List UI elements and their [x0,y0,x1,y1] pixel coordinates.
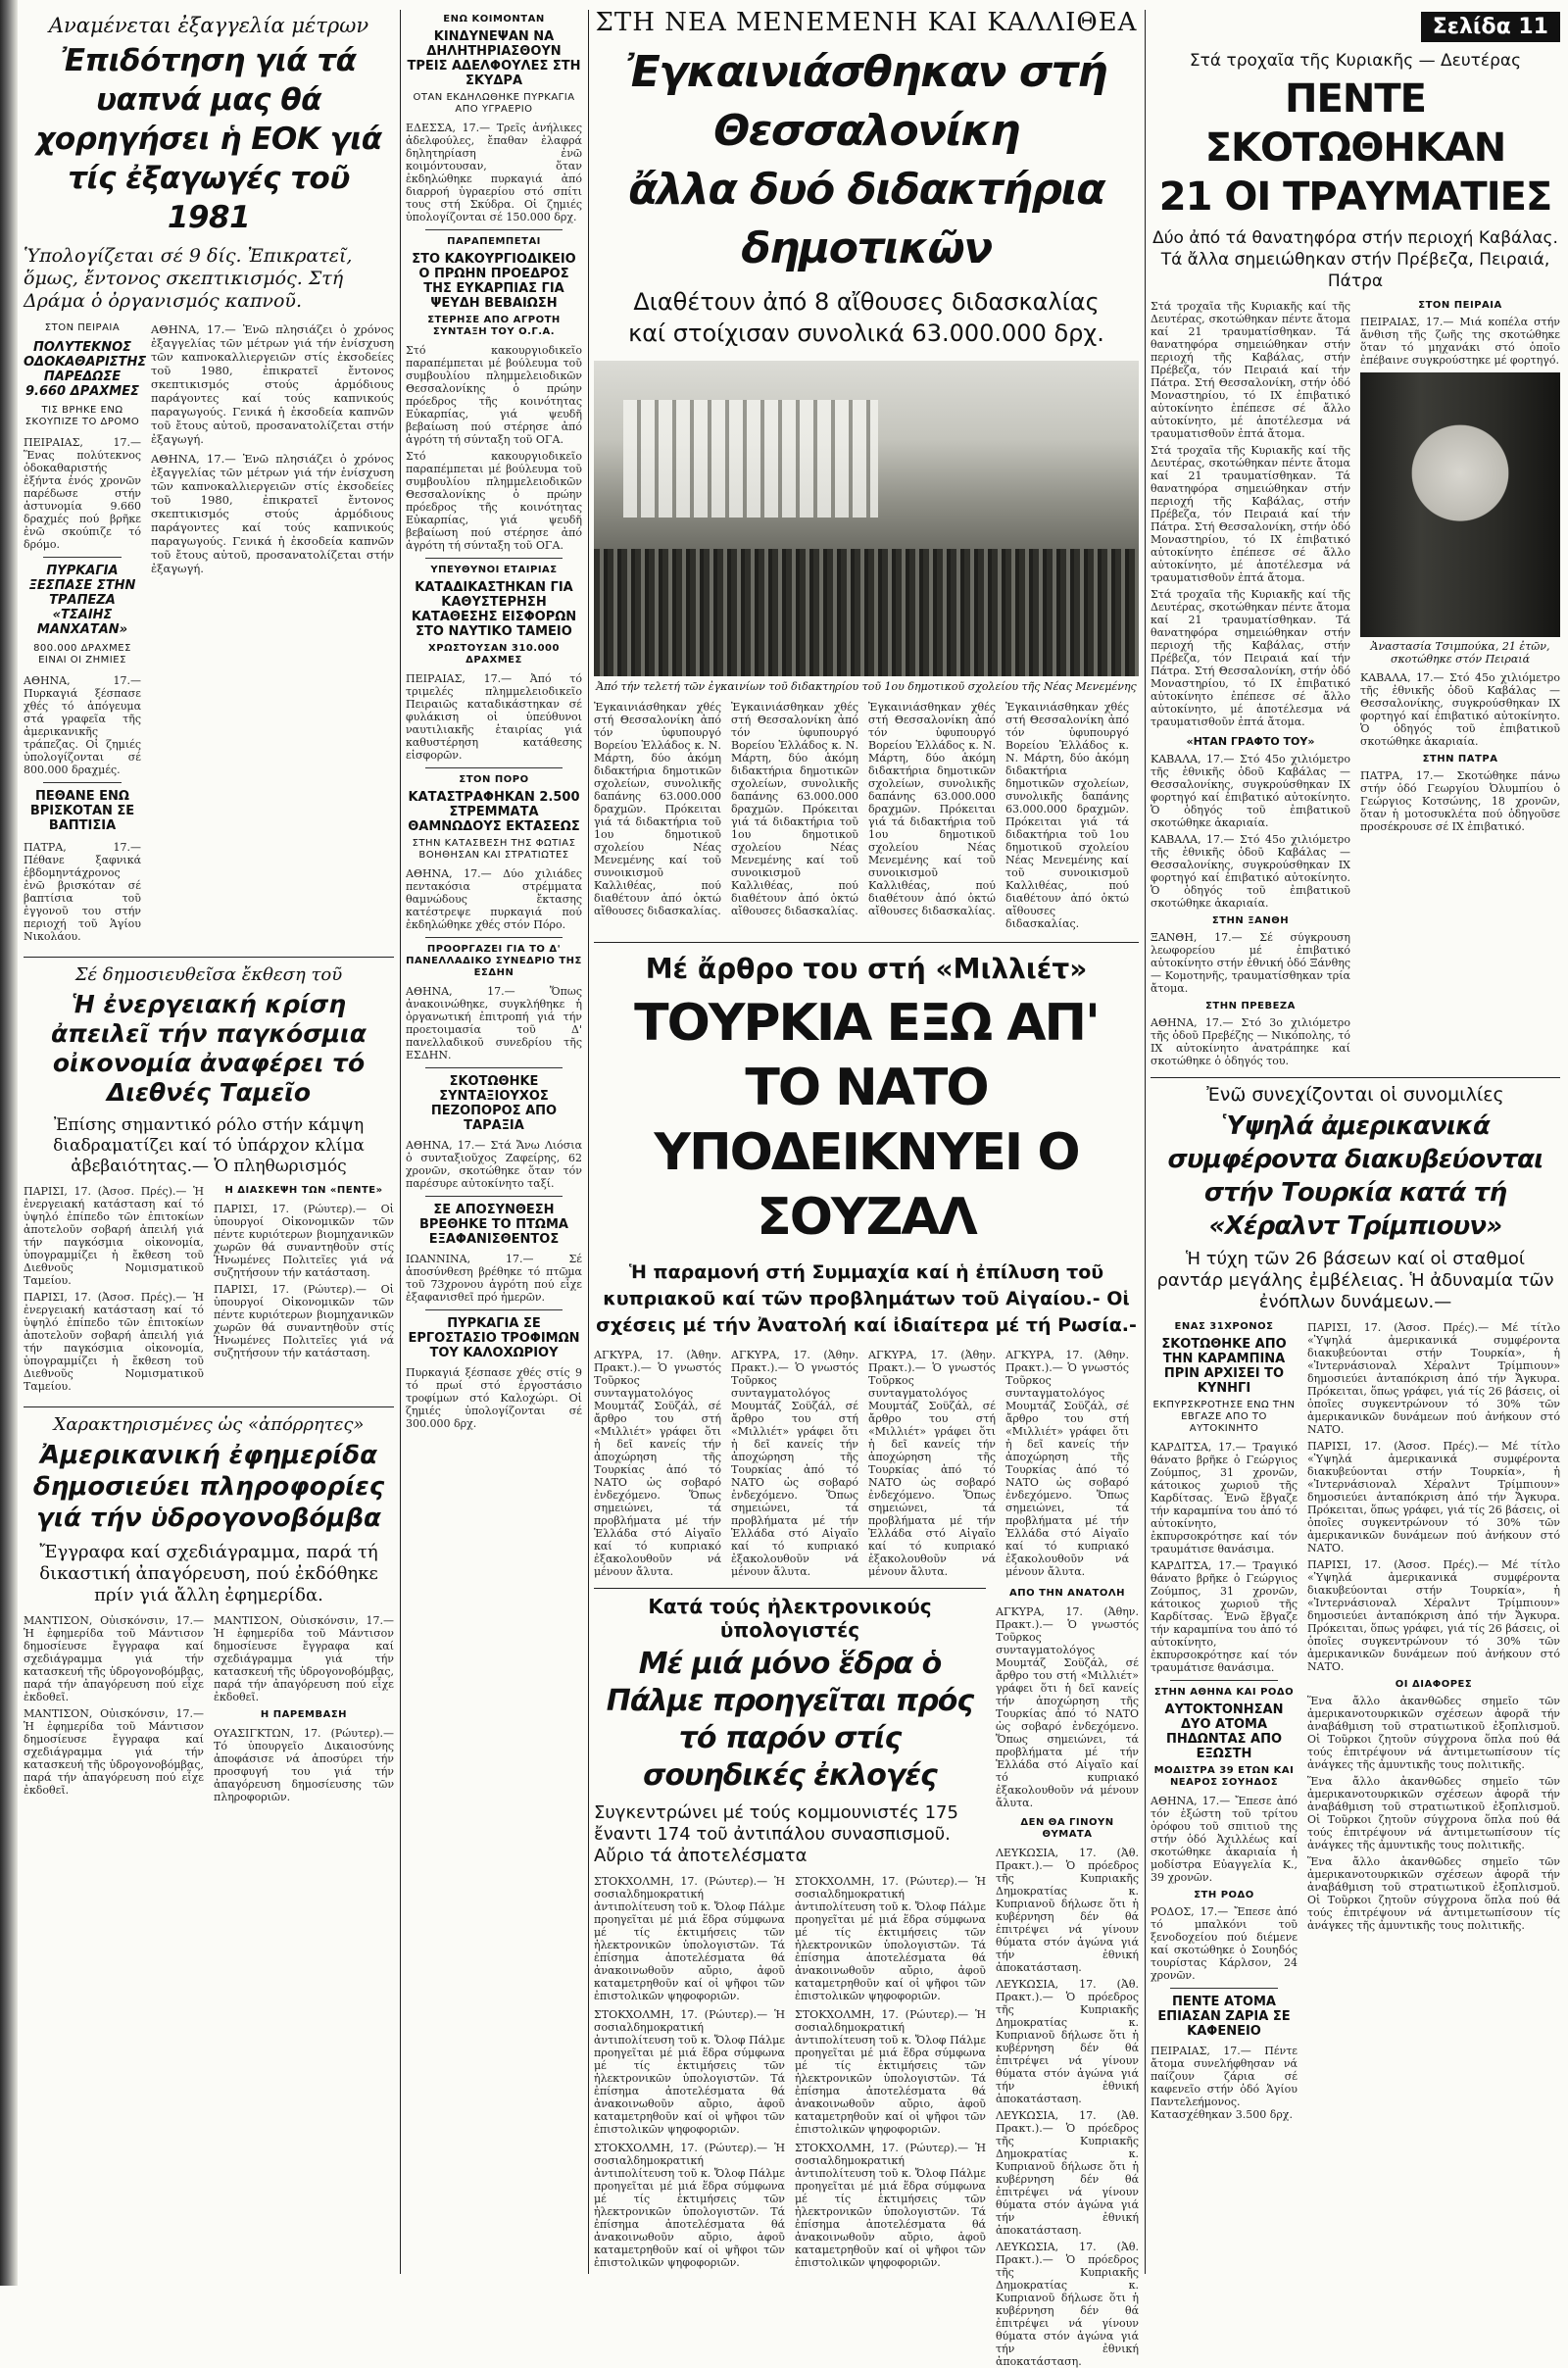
victim-portrait-photo [1360,372,1560,637]
column-right [1151,8,1560,2278]
section-subhead: Η ΔΙΑΣΚΕΨΗ ΤΩΝ «ΠΕΝΤΕ» [224,1184,383,1196]
section-subhead: ΣΤΟΝ ΠΕΙΡΑΙΑ [1418,300,1502,311]
article-body: ΑΓΚΥΡΑ, 17. (Ἀθην. Πρακτ.).— Ὁ γνωστός Τοῦρκος συνταγματολόγος Μουμτάζ Σοϋζάλ, σέ ἄρθρο του στή «Μιλλιέτ» γράφει ὅτι ἡ δεῖ κανείς τήν ἀποχώρηση τῆς Τουρκίας ἀπό τό ΝΑΤΟ ὡς σοβαρό ἐνδεχόμενο. Ὅπως σημειώνει, τά προβλήματα μέ τήν Ἑλλάδα στό Αἰγαῖο καί τό κυπριακό ἐξακολουθοῦν νά μένουν ἄλυτα. [731,1349,858,1578]
article-headline: Ἐγκαινιάσθηκαν στή Θεσσαλονίκη [625,47,1107,156]
article-headline: Ὑψηλά ἀμερικανικά συμφέροντα διακυβεύονται στήν Τουρκία κατά τή «Χέραλντ Τρίμπιουν» [1167,1111,1544,1241]
brief-body: ΑΘΗΝΑ, 17.— Ἔπεσε ἀπό τόν ἐξώστη τοῦ τρίτου ὀρόφου τοῦ σπιτιοῦ της στήν ὁδό Ἀχιλλέως καί σκοτώθηκε ἀκαριαία ἡ μοδίστρα Εὐαγγελία Κ., 39 χρονῶν. [1151,1795,1298,1884]
brief-title: ΣΕ ΑΠΟΣΥΝΘΕΣΗ ΒΡΕΘΗΚΕ ΤΟ ΠΤΩΜΑ ΕΞΑΦΑΝΙΣΘΕΝΤΟΣ [419,1203,568,1247]
box-subtitle: ΤΙΣ ΒΡΗΚΕ ΕΝΩ ΣΚΟΥΠΙΖΕ ΤΟ ΔΡΟΜΟ [24,405,140,428]
article-body: ΠΑΡΙΣΙ, 17. (Ἀσοσ. Πρές).— Μέ τίτλο «Ὑψηλά ἀμερικανικά συμφέροντα διακυβεύονται στήν Τουρκία», ἡ «Ἰντερνάσιοναλ Χέραλντ Τρίμπιουν» δημοσιεύει ἀνταπόκριση ἀπό τήν Ἄγκυρα. Πρόκειται, ὅπως γράφει, γιά τίς 26 βάσεις, οἱ ὁποῖες συγκεντρώνουν τό 30% τῶν ἀμερικανικῶν δυνάμεων πού ἀνήκουν στό ΝΑΤΟ. [1307,1558,1560,1673]
article-headline: ΤΟΥΡΚΙΑ ΕΞΩ ΑΠ' ΤΟ ΝΑΤΟ [634,994,1099,1117]
page-number-badge: Σελίδα 11 [1421,12,1560,42]
article-headline: 21 ΟΙ ΤΡΑΥΜΑΤΙΕΣ [1158,174,1552,220]
column-left [24,14,394,2278]
brief-kicker: ΣΤΗΝ ΑΘΗΝΑ ΚΑΙ ΡΟΔΟ [1153,1687,1295,1698]
article-body: ΜΑΝΤΙΣΟΝ, Οὐισκόνσιν, 17.— Ἡ ἐφημερίδα τοῦ Μάντισον δημοσίευσε ἔγγραφα καί σχεδιάγραμμα γιά τήν κατασκευή τῆς ὑδρογονοβόμβας, παρά τήν ἀπαγόρευση πού εἶχε ἐκδοθεῖ. [24,1706,204,1797]
brief-title: ΚΙΝΔΥΝΕΨΑΝ ΝΑ ΔΗΛΗΤΗΡΙΑΣΘΟΥΝ ΤΡΕΙΣ ΑΔΕΛΦΟΥΛΕΣ ΣΤΗ ΣΚΥΔΡΑ [407,29,581,88]
article-body: ΑΓΚΥΡΑ, 17. (Ἀθην. Πρακτ.).— Ὁ γνωστός Τοῦρκος συνταγματολόγος Μουμτάζ Σοϋζάλ, σέ ἄρθρο του στή «Μιλλιέτ» γράφει ὅτι ἡ δεῖ κανείς τήν ἀποχώρηση τῆς Τουρκίας ἀπό τό ΝΑΤΟ ὡς σοβαρό ἐνδεχόμενο. Ὅπως σημειώνει, τά προβλήματα μέ τήν Ἑλλάδα στό Αἰγαῖο καί τό κυπριακό ἐξακολουθοῦν νά μένουν ἄλυτα. [868,1349,996,1578]
article-body: ΠΑΡΙΣΙ, 17. (Ἀσοσ. Πρές).— Μέ τίτλο «Ὑψηλά ἀμερικανικά συμφέροντα διακυβεύονται στήν Τουρκία», ἡ «Ἰντερνάσιοναλ Χέραλντ Τρίμπιουν» δημοσιεύει ἀνταπόκριση ἀπό τήν Ἄγκυρα. Πρόκειται, ὅπως γράφει, γιά τίς 26 βάσεις, οἱ ὁποῖες συγκεντρώνουν τό 30% τῶν ἀμερικανικῶν δυνάμεων πού ἀνήκουν στό ΝΑΤΟ. [1307,1321,1560,1436]
brief-title: ΣΚΟΤΩΘΗΚΕ ΑΠΟ ΤΗΝ ΚΑΡΑΜΠΙΝΑ ΠΡΙΝ ΑΡΧΙΣΕΙ ΤΟ ΚΥΝΗΓΙ [1161,1337,1287,1396]
brief-title: ΠΕΝΤΕ ΑΤΟΜΑ ΕΠΙΑΣΑΝ ΖΑΡΙΑ ΣΕ ΚΑΦΕΝΕΙΟ [1157,1995,1291,2039]
brief-kicker: ΥΠΕΥΘΥΝΟΙ ΕΤΑΙΡΙΑΣ [430,565,558,575]
box-subtitle: 800.000 ΔΡΑΧΜΕΣ ΕΙΝΑΙ ΟΙ ΖΗΜΙΕΣ [33,643,131,666]
brief-kicker: ΕΝΑΣ 31ΧΡΟΝΟΣ [1174,1321,1274,1332]
article-body: ΣΤΟΚΧΟΛΜΗ, 17. (Ρώυτερ).— Ἡ σοσιαλδημοκρατική ἀντιπολίτευση τοῦ κ. Ὄλοφ Πάλμε προηγεῖται μέ μιά ἕδρα σύμφωνα μέ τίς ἐκτιμήσεις τῶν ἠλεκτρονικῶν ὑπολογιστῶν. Τά ἐπίσημα ἀποτελέσματα θά ἀνακοινωθοῦν αὔριο, ἀφοῦ καταμετρηθοῦν καί οἱ ψῆφοι τῶν ἐπιστολικῶν ψηφοφοριῶν. [795,2142,986,2269]
article-body: ΞΑΝΘΗ, 17.— Σέ σύγκρουση λεωφορείου μέ ἐπιβατικό αὐτοκίνητο στήν ἐθνική ὁδό Ξάνθης — Κομοτηνῆς, τραυματίσθηκαν τρία ἄτομα. [1151,931,1350,995]
box-title: ΠΕΘΑΝΕ ΕΝΩ ΒΡΙΣΚΟΤΑΝ ΣΕ ΒΑΠΤΙΣΙΑ [29,789,135,834]
article-subhead: Ἡ παραμονή στή Συμμαχία καί ἡ ἐπίλυση τοῦ κυπριακοῦ καί τῶν προβλημάτων τοῦ Αἰγαίου.- Οἱ σχέσεις μέ τήν Ἀνατολή καί ἰδιαίτερα μέ τή Ρωσία.- [596,1261,1137,1336]
article-headline: Ἡ ἐνεργειακή κρίση ἀπειλεῖ τήν παγκόσμια οἰκονομία ἀναφέρει τό Διεθνές Ταμεῖο [51,989,367,1107]
article-subhead: Συγκεντρώνει μέ τούς κομμουνιστές 175 ἔναντι 174 τοῦ ἀντιπάλου συνασπισμοῦ. Αὔριο τά ἀποτελέσματα [594,1802,958,1866]
article-body: ΣΤΟΚΧΟΛΜΗ, 17. (Ρώυτερ).— Ἡ σοσιαλδημοκρατική ἀντιπολίτευση τοῦ κ. Ὄλοφ Πάλμε προηγεῖται μέ μιά ἕδρα σύμφωνα μέ τίς ἐκτιμήσεις τῶν ἠλεκτρονικῶν ὑπολογιστῶν. Τά ἐπίσημα ἀποτελέσματα θά ἀνακοινωθοῦν αὔριο, ἀφοῦ καταμετρηθοῦν καί οἱ ψῆφοι τῶν ἐπιστολικῶν ψηφοφοριῶν. [594,2142,785,2269]
brief-body: ΚΑΡΔΙΤΣΑ, 17.— Τραγικό θάνατο βρῆκε ὁ Γεώργιος Ζούμπος, 31 χρονῶν, κάτοικος χωριοῦ τῆς Καρδίτσας. Ἐνῶ ἔβγαζε τήν καραμπίνα του ἀπό τό αὐτοκίνητο, ἐκπυρσοκρότησε καί τόν τραυμάτισε θανάσιμα. [1151,1559,1298,1674]
article-subhead: Ἔγγραφα καί σχεδιάγραμμα, παρά τή δικαστική ἀπαγόρευση, πού ἐκδόθηκε πρίν γιά ἄλλη ἐφημερίδα. [39,1541,378,1605]
column-briefs [406,14,582,2278]
article-body: Ἐγκαινιάσθηκαν χθές στή Θεσσαλονίκη ἀπό τόν ὑφυπουργό Βορείου Ἑλλάδος κ. Ν. Μάρτη, δύο ἀκόμη διδακτήρια δημοτικῶν σχολείων, συνολικῆς δαπάνης 63.000.000 δραχμῶν. Πρόκειται γιά τά διδακτήρια τοῦ 1ου δημοτικοῦ σχολείου Νέας Μενεμένης καί τοῦ συνοικισμοῦ Καλλιθέας, πού διαθέτουν ἀπό ὀκτώ αἴθουσες διδασκαλίας. [594,701,721,917]
article-kicker: Κατά τούς ἠλεκτρονικούς ὑπολογιστές [648,1595,932,1642]
article-body: Ἐγκαινιάσθηκαν χθές στή Θεσσαλονίκη ἀπό τόν ὑφυπουργό Βορείου Ἑλλάδος κ. Ν. Μάρτη, δύο ἀκόμη διδακτήρια δημοτικῶν σχολείων, συνολικῆς δαπάνης 63.000.000 δραχμῶν. Πρόκειται γιά τά διδακτήρια τοῦ 1ου δημοτικοῦ σχολείου Νέας Μενεμένης καί τοῦ συνοικισμοῦ Καλλιθέας, πού διαθέτουν ἀπό ὀκτώ αἴθουσες διδασκαλίας. [731,701,858,917]
brief-body: Στό κακουργιοδικεῖο παραπέμπεται μέ βούλευμα τοῦ συμβουλίου πλημμελειοδικῶν Θεσσαλονίκης ὁ πρώην πρόεδρος τῆς κοινότητας Εὐκαρπίας, γιά ψευδῆ βεβαίωση πού στέρησε ἀπό ἀγρότη τή σύνταξη τοῦ ΟΓΑ. [406,450,582,552]
article-kicker: Σέ δημοσιευθεῖσα ἔκθεση τοῦ [74,964,343,986]
article-body: ΛΕΥΚΩΣΙΑ, 17. (Ἀθ. Πρακτ.).— Ὁ πρόεδρος τῆς Κυπριακῆς Δημοκρατίας κ. Κυπριανοῦ δήλωσε ὅτι ἡ κυβέρνηση δέν θά ἐπιτρέψει νά γίνουν θύματα στόν ἀγώνα γιά τήν ἐθνική ἀποκατάσταση. [996,2241,1139,2368]
brief-title: ΠΥΡΚΑΓΙΑ ΣΕ ΕΡΓΟΣΤΑΣΙΟ ΤΡΟΦΙΜΩΝ ΤΟΥ ΚΑΛΟΧΩΡΙΟΥ [408,1316,580,1360]
brief-title: ΑΥΤΟΚΤΟΝΗΣΑΝ ΔΥΟ ΑΤΟΜΑ ΠΗΔΩΝΤΑΣ ΑΠΟ ΕΞΩΣΤΗ [1164,1702,1284,1761]
brief-kicker: ΕΝΩ ΚΟΙΜΟΝΤΑΝ [443,14,545,25]
section-subhead: ΣΤΗΝ ΠΑΤΡΑ [1422,754,1498,765]
article-body: ΣΤΟΚΧΟΛΜΗ, 17. (Ρώυτερ).— Ἡ σοσιαλδημοκρατική ἀντιπολίτευση τοῦ κ. Ὄλοφ Πάλμε προηγεῖται μέ μιά ἕδρα σύμφωνα μέ τίς ἐκτιμήσεις τῶν ἠλεκτρονικῶν ὑπολογιστῶν. Τά ἐπίσημα ἀποτελέσματα θά ἀνακοινωθοῦν αὔριο, ἀφοῦ καταμετρηθοῦν καί οἱ ψῆφοι τῶν ἐπιστολικῶν ψηφοφοριῶν. [594,1875,785,2002]
article-subhead: Δύο ἀπό τά θανατηφόρα στήν περιοχή Καβάλας. Τά ἄλλα σημειώθηκαν στήν Πρέβεζα, Πειραιά, Πάτρα [1152,228,1558,291]
brief-kicker: ΠΑΡΑΠΕΜΠΕΤΑΙ [447,236,541,247]
article-body: ΚΑΒΑΛΑ, 17.— Στό 45ο χιλιόμετρο τῆς ἐθνικῆς ὁδοῦ Καβάλας — Θεσσαλονίκης, συγκρούσθηκαν ΙΧ φορτηγό καί ἐπιβατικό αὐτοκίνητο. Ὁ ὁδηγός τοῦ ἐπιβατικοῦ σκοτώθηκε ἀκαριαία. [1151,833,1350,910]
brief-body: Στό κακουργιοδικεῖο παραπέμπεται μέ βούλευμα τοῦ συμβουλίου πλημμελειοδικῶν Θεσσαλονίκης ὁ πρώην πρόεδρος τῆς κοινότητας Εὐκαρπίας, γιά ψευδῆ βεβαίωση πού στέρησε ἀπό ἀγρότη τή σύνταξη τοῦ ΟΓΑ. [406,344,582,446]
article-kicker: ΣΤΗ ΝΕΑ ΜΕΝΕΜΕΝΗ ΚΑΙ ΚΑΛΛΙΘΕΑ [595,8,1138,37]
section-subhead: «ΗΤΑΝ ΓΡΑΦΤΟ ΤΟΥ» [1186,735,1315,748]
article-body: ΑΘΗΝΑ, 17.— Ἐνῶ πλησιάζει ὁ χρόνος ἐξαγγελίας τῶν μέτρων γιά τήν ἐνίσχυση τῶν καπνοκαλλιεργειῶν στίς ἐκσοδείες τοῦ 1980, ἐπικρατεῖ ἔντονος σκεπτικισμός στούς ἁρμόδιους παράγοντες καί τούς καπνικούς παραγωγούς. Γενικά ἡ ἐκσοδεία καπνῶν τοῦ ἔτους αὐτοῦ, προσανατολίζεται στήν ἐξαγωγή. [151,452,394,576]
article-kicker: Στά τροχαῖα τῆς Κυριακῆς — Δευτέρας [1189,51,1522,71]
article-body: Ἕνα ἄλλο ἀκανθῶδες σημεῖο τῶν ἀμερικανοτουρκικῶν σχέσεων ἀφορᾶ τήν ἀναβάθμιση τοῦ στρατιωτικοῦ ἐξοπλισμοῦ. Οἱ Τοῦρκοι ζητοῦν σύγχρονα ὅπλα πού θά τούς ἐπιτρέψουν νά ἀντιμετωπίσουν τίς ἀνάγκες τῆς ἀμυντικῆς τους πολιτικῆς. [1307,1695,1560,1771]
article-subhead: Ἐπίσης σημαντικό ρόλο στήν κάμψη διαδραματίζει καί τό ὑπάρχον κλίμα ἀβεβαιότητας.— Ὁ πληθωρισμός [53,1114,365,1176]
brief-subtitle: ΣΤΕΡΗΣΕ ΑΠΟ ΑΓΡΟΤΗ ΣΥΝΤΑΞΗ ΤΟΥ Ο.Γ.Α. [427,315,561,337]
section-subhead: ΣΤΗΝ ΞΑΝΘΗ [1211,915,1290,926]
article-kicker: Χαρακτηρισμένες ὡς «ἀπόρρητες» [53,1413,365,1435]
school-ceremony-photo [594,361,1139,676]
section-subhead: ΟΙ ΔΙΑΦΟΡΕΣ [1395,1679,1473,1690]
article-subhead: καί στοίχισαν συνολικά 63.000.000 δρχ. [628,320,1104,347]
brief-subtitle: ΣΤΗΝ ΚΑΤΑΣΒΕΣΗ ΤΗΣ ΦΩΤΙΑΣ ΒΟΗΘΗΣΑΝ ΚΑΙ ΣΤΡΑΤΙΩΤΕΣ [412,838,576,861]
brief-kicker: ΣΤΟΝ ΠΟΡΟ [459,774,529,785]
article-body: Ἕνα ἄλλο ἀκανθῶδες σημεῖο τῶν ἀμερικανοτουρκικῶν σχέσεων ἀφορᾶ τήν ἀναβάθμιση τοῦ στρατιωτικοῦ ἐξοπλισμοῦ. Οἱ Τοῦρκοι ζητοῦν σύγχρονα ὅπλα πού θά τούς ἐπιτρέψουν νά ἀντιμετωπίσουν τίς ἀνάγκες τῆς ἀμυντικῆς τους πολιτικῆς. [1307,1855,1560,1932]
brief-body: Πυρκαγιά ξέσπασε χθές στίς 9 τό πρωί στό ἐργοστάσιο τροφίμων στό Καλοχώρι. Οἱ ζημιές ὑπολογίζονται σέ 300.000 δρχ. [406,1366,582,1430]
article-body: ΠΑΡΙΣΙ, 17. (Ἀσοσ. Πρές).— Ἡ ἐνεργειακή κατάσταση καί τό ὑψηλό ἐπίπεδο τῶν ἐπιτοκίων ἀποτελοῦν σοβαρή ἀπειλή γιά τήν παγκόσμια οἰκονομία, ὑπογραμμίζει ἡ ἔκθεση τοῦ Διεθνοῦς Νομισματικοῦ Ταμείου. [24,1290,204,1393]
column-rule [588,10,589,2274]
article-subhead: Ὑπολογίζεται σέ 9 δίς. Ἐπικρατεῖ, ὅμως, ἔντονος σκεπτικισμός. Στή Δράμα ὁ ὀργανισμός καπνοῦ. [24,245,353,313]
article-body: ΑΓΚΥΡΑ, 17. (Ἀθην. Πρακτ.).— Ὁ γνωστός Τοῦρκος συνταγματολόγος Μουμτάζ Σοϋζάλ, σέ ἄρθρο του στή «Μιλλιέτ» γράφει ὅτι ἡ δεῖ κανείς τήν ἀποχώρηση τῆς Τουρκίας ἀπό τό ΝΑΤΟ ὡς σοβαρό ἐνδεχόμενο. Ὅπως σημειώνει, τά προβλήματα μέ τήν Ἑλλάδα στό Αἰγαῖο καί τό κυπριακό ἐξακολουθοῦν νά μένουν ἄλυτα. [996,1605,1139,1809]
article-body: ΣΤΟΚΧΟΛΜΗ, 17. (Ρώυτερ).— Ἡ σοσιαλδημοκρατική ἀντιπολίτευση τοῦ κ. Ὄλοφ Πάλμε προηγεῖται μέ μιά ἕδρα σύμφωνα μέ τίς ἐκτιμήσεις τῶν ἠλεκτρονικῶν ὑπολογιστῶν. Τά ἐπίσημα ἀποτελέσματα θά ἀνακοινωθοῦν αὔριο, ἀφοῦ καταμετρηθοῦν καί οἱ ψῆφοι τῶν ἐπιστολικῶν ψηφοφοριῶν. [594,2008,785,2136]
article-subhead: Διαθέτουν ἀπό 8 αἴθουσες διδασκαλίας [633,288,1100,316]
article-body: ΠΑΡΙΣΙ, 17. (Ἀσοσ. Πρές).— Μέ τίτλο «Ὑψηλά ἀμερικανικά συμφέροντα διακυβεύονται στήν Τουρκία», ἡ «Ἰντερνάσιοναλ Χέραλντ Τρίμπιουν» δημοσιεύει ἀνταπόκριση ἀπό τήν Ἄγκυρα. Πρόκειται, ὅπως γράφει, γιά τίς 26 βάσεις, οἱ ὁποῖες συγκεντρώνουν τό 30% τῶν ἀμερικανικῶν δυνάμεων πού ἀνήκουν στό ΝΑΤΟ. [1307,1440,1560,1554]
section-subhead: ΑΠΟ ΤΗΝ ΑΝΑΤΟΛΗ [1009,1588,1125,1599]
box-body: ΑΘΗΝΑ, 17.— Πυρκαγιά ξέσπασε χθές τό ἀπόγευμα στά γραφεῖα τῆς ἀμερικανικῆς τράπεζας. Οἱ ζημιές ὑπολογίζονται σέ 800.000 δραχμές. [24,674,141,777]
brief-subtitle: ΟΤΑΝ ΕΚΔΗΛΩΘΗΚΕ ΠΥΡΚΑΓΙΑ ΑΠΟ ΥΓΡΑΕΡΙΟ [413,92,575,115]
article-body: ΜΑΝΤΙΣΟΝ, Οὐισκόνσιν, 17.— Ἡ ἐφημερίδα τοῦ Μάντισον δημοσίευσε ἔγγραφα καί σχεδιάγραμμα γιά τήν κατασκευή τῆς ὑδρογονοβόμβας, παρά τήν ἀπαγόρευση πού εἶχε ἐκδοθεῖ. [24,1613,204,1703]
box-title: ΠΥΡΚΑΓΙΑ ΞΕΣΠΑΣΕ ΣΤΗΝ ΤΡΑΠΕΖΑ «ΤΣΑΙΗΣ ΜΑΝΧΑΤΑΝ» [28,564,136,638]
article-body: Ἕνα ἄλλο ἀκανθῶδες σημεῖο τῶν ἀμερικανοτουρκικῶν σχέσεων ἀφορᾶ τήν ἀναβάθμιση τοῦ στρατιωτικοῦ ἐξοπλισμοῦ. Οἱ Τοῦρκοι ζητοῦν σύγχρονα ὅπλα πού θά τούς ἐπιτρέψουν νά ἀντιμετωπίσουν τίς ἀνάγκες τῆς ἀμυντικῆς τους πολιτικῆς. [1307,1775,1560,1851]
article-body: ΣΤΟΚΧΟΛΜΗ, 17. (Ρώυτερ).— Ἡ σοσιαλδημοκρατική ἀντιπολίτευση τοῦ κ. Ὄλοφ Πάλμε προηγεῖται μέ μιά ἕδρα σύμφωνα μέ τίς ἐκτιμήσεις τῶν ἠλεκτρονικῶν ὑπολογιστῶν. Τά ἐπίσημα ἀποτελέσματα θά ἀνακοινωθοῦν αὔριο, ἀφοῦ καταμετρηθοῦν καί οἱ ψῆφοι τῶν ἐπιστολικῶν ψηφοφοριῶν. [795,1875,986,2002]
article-body: ΠΑΡΙΣΙ, 17. (Ρώυτερ).— Οἱ ὑπουργοί Οἰκονομικῶν τῶν πέντε κυριότερων βιομηχανικῶν χωρῶν θά συναντηθοῦν στίς Ἡνωμένες Πολιτεῖες γιά νά συζητήσουν τήν κατάσταση. [214,1282,394,1359]
page-edge-strip [0,0,18,2286]
section-subhead: ΔΕΝ ΘΑ ΓΙΝΟΥΝ ΘΥΜΑΤΑ [1020,1817,1114,1840]
article-body: ΑΘΗΝΑ, 17.— Στό 3ο χιλιόμετρο τῆς ὁδοῦ Πρεβέζης — Νικόπολης, τό ΙΧ αὐτοκίνητο ἀνατράπηκε καί σκοτώθηκε ὁ ὁδηγός του. [1151,1016,1350,1067]
article-subhead: Ἡ τύχη τῶν 26 βάσεων καί οἱ σταθμοί ραντάρ μεγάλης ἐμβέλειας. Ἡ ἀδυναμία τῶν ἐνόπλων δυνάμεων.— [1156,1249,1554,1312]
article-body: ΜΑΝΤΙΣΟΝ, Οὐισκόνσιν, 17.— Ἡ ἐφημερίδα τοῦ Μάντισον δημοσίευσε ἔγγραφα καί σχεδιάγραμμα γιά τήν κατασκευή τῆς ὑδρογονοβόμβας, παρά τήν ἀπαγόρευση πού εἶχε ἐκδοθεῖ. [214,1613,394,1703]
article-body: ΛΕΥΚΩΣΙΑ, 17. (Ἀθ. Πρακτ.).— Ὁ πρόεδρος τῆς Κυπριακῆς Δημοκρατίας κ. Κυπριανοῦ δήλωσε ὅτι ἡ κυβέρνηση δέν θά ἐπιτρέψει νά γίνουν θύματα στόν ἀγώνα γιά τήν ἐθνική ἀποκατάσταση. [996,2109,1139,2237]
article-body: ΠΑΡΙΣΙ, 17. (Ἀσοσ. Πρές).— Ἡ ἐνεργειακή κατάσταση καί τό ὑψηλό ἐπίπεδο τῶν ἐπιτοκίων ἀποτελοῦν σοβαρή ἀπειλή γιά τήν παγκόσμια οἰκονομία, ὑπογραμμίζει ἡ ἔκθεση τοῦ Διεθνοῦς Νομισματικοῦ Ταμείου. [24,1184,204,1287]
article-body: Στά τροχαῖα τῆς Κυριακῆς καί τῆς Δευτέρας, σκοτώθηκαν πέντε ἄτομα καί 21 τραυματίσθηκαν. Τά θανατηφόρα σημειώθηκαν στήν περιοχή τῆς Καβάλας, στήν Πρέβεζα, τόν Πειραιά καί τήν Πάτρα. Στή Θεσσαλονίκη, στήν ὁδό Μοναστηρίου, τό ΙΧ ἐπιβατικό αὐτοκίνητο ἐπέπεσε σέ ἄλλο αὐτοκίνητο, μέ ἀποτέλεσμα νά τραυματισθοῦν ἐπτά ἄτομα. [1151,588,1350,728]
column-rule [400,10,401,2274]
brief-body: ΙΩΑΝΝΙΝΑ, 17.— Σέ ἀποσύνθεση βρέθηκε τό πτῶμα τοῦ 73χρονου ἀγρότη πού εἶχε ἐξαφανισθεῖ πρό ἡμερῶν. [406,1253,582,1304]
column-center [594,8,1139,2368]
brief-subtitle: ΧΡΩΣΤΟΥΣΑΝ 310.000 ΔΡΑΧΜΕΣ [428,643,560,666]
brief-subtitle: ΜΟΔΙΣΤΡΑ 39 ΕΤΩΝ ΚΑΙ ΝΕΑΡΟΣ ΣΟΥΗΔΟΣ [1153,1765,1295,1788]
article-body: Ἐγκαινιάσθηκαν χθές στή Θεσσαλονίκη ἀπό τόν ὑφυπουργό Βορείου Ἑλλάδος κ. Ν. Μάρτη, δύο ἀκόμη διδακτήρια δημοτικῶν σχολείων, συνολικῆς δαπάνης 63.000.000 δραχμῶν. Πρόκειται γιά τά διδακτήρια τοῦ 1ου δημοτικοῦ σχολείου Νέας Μενεμένης καί τοῦ συνοικισμοῦ Καλλιθέας, πού διαθέτουν ἀπό ὀκτώ αἴθουσες διδασκαλίας. [868,701,996,917]
article-kicker: Αναμένεται ἐξαγγελία μέτρων [48,14,369,37]
box-body: ΠΕΙΡΑΙΑΣ, 17.— Ἕνας πολύτεκνος ὁδοκαθαριστής ἐξήντα ἑνός χρονῶν παρέδωσε στήν ἀστυνομία 9.660 δραχμές πού βρῆκε ἐνῶ σκούπιζε τό δρόμο. [24,436,141,552]
article-body: ΠΑΤΡΑ, 17.— Σκοτώθηκε πάνω στήν ὁδό Γεωργίου Ὀλυμπίου ὁ Γεώργιος Κοτσώνης, 18 χρονῶν, ὅταν ἡ μοτοσυκλέτα πού ὁδηγοῦσε προσέκρουσε σέ ΙΧ ἐπιβατικό. [1360,769,1560,833]
column-rule [1145,10,1146,2274]
box-body: ΠΑΤΡΑ, 17.— Πέθανε ξαφνικά ἑβδομηντάχρονος ἐνῶ βρισκόταν σέ βαπτίσια τοῦ ἐγγονοῦ του στήν περιοχή τοῦ Ἁγίου Νικολάου. [24,841,141,944]
article-headline: ΠΕΝΤΕ ΣΚΟΤΩΘΗΚΑΝ [1204,76,1506,171]
article-body: ΚΑΒΑΛΑ, 17.— Στό 45ο χιλιόμετρο τῆς ἐθνικῆς ὁδοῦ Καβάλας — Θεσσαλονίκης, συγκρούσθηκαν ΙΧ φορτηγό καί ἐπιβατικό αὐτοκίνητο. Ὁ ὁδηγός τοῦ ἐπιβατικοῦ σκοτώθηκε ἀκαριαία. [1151,753,1350,829]
article-headline: Μέ μιά μόνο ἕδρα ὁ Πάλμε προηγεῖται πρός τό παρόν στίς σουηδικές ἐκλογές [606,1647,974,1793]
brief-kicker: ΠΡΟΟΡΓΑΖΕΙ ΓΙΑ ΤΟ Δ' ΠΑΝΕΛΛΑΔΙΚΟ ΣΥΝΕΔΡΙΟ ΤΗΣ ΕΣΔΗΝ [406,944,582,978]
article-body: ΟΥΑΣΙΓΚΤΩΝ, 17. (Ρώυτερ).— Τό ὑπουργεῖο Δικαιοσύνης ἀποφάσισε νά ἀποσύρει τήν προσφυγή του γιά τήν ἀπαγόρευση δημοσίευσης τῶν πληροφοριῶν. [214,1726,394,1803]
section-subhead: ΣΤΗΝ ΠΡΕΒΕΖΑ [1205,1001,1296,1011]
article-body: ΚΑΒΑΛΑ, 17.— Στό 45ο χιλιόμετρο τῆς ἐθνικῆς ὁδοῦ Καβάλας — Θεσσαλονίκης, συγκρούσθηκαν ΙΧ φορτηγό καί ἐπιβατικό αὐτοκίνητο. Ὁ ὁδηγός τοῦ ἐπιβατικοῦ σκοτώθηκε ἀκαριαία. [1360,671,1560,748]
brief-body: ΠΕΙΡΑΙΑΣ, 17.— Πέντε ἄτομα συνελήφθησαν νά παίζουν ζάρια σέ καφενεῖο στήν ὁδό Ἁγίου Παντελεήμονος. Κατασχέθηκαν 3.500 δρχ. [1151,2045,1298,2121]
article-body: Ἐγκαινιάσθηκαν χθές στή Θεσσαλονίκη ἀπό τόν ὑφυπουργό Βορείου Ἑλλάδος κ. Ν. Μάρτη, δύο ἀκόμη διδακτήρια δημοτικῶν σχολείων, συνολικῆς δαπάνης 63.000.000 δραχμῶν. Πρόκειται γιά τά διδακτήρια τοῦ 1ου δημοτικοῦ σχολείου Νέας Μενεμένης καί τοῦ συνοικισμοῦ Καλλιθέας, πού διαθέτουν ἀπό ὀκτώ αἴθουσες διδασκαλίας. [1005,701,1129,930]
section-subhead: ΣΤΗ ΡΟΔΟ [1194,1890,1254,1900]
brief-body: ΚΑΡΔΙΤΣΑ, 17.— Τραγικό θάνατο βρῆκε ὁ Γεώργιος Ζούμπος, 31 χρονῶν, κάτοικος χωριοῦ τῆς Καρδίτσας. Ἐνῶ ἔβγαζε τήν καραμπίνα του ἀπό τό αὐτοκίνητο, ἐκπυρσοκρότησε καί τόν τραυμάτισε θανάσιμα. [1151,1441,1298,1555]
article-headline: ΥΠΟΔΕΙΚΝΥΕΙ Ο ΣΟΥΖΑΛ [654,1123,1079,1247]
article-body: Στά τροχαῖα τῆς Κυριακῆς καί τῆς Δευτέρας, σκοτώθηκαν πέντε ἄτομα καί 21 τραυματίσθηκαν. Τά θανατηφόρα σημειώθηκαν στήν περιοχή τῆς Καβάλας, στήν Πρέβεζα, τόν Πειραιά καί τήν Πάτρα. Στή Θεσσαλονίκη, στήν ὁδό Μοναστηρίου, τό ΙΧ ἐπιβατικό αὐτοκίνητο ἐπέπεσε σέ ἄλλο αὐτοκίνητο, μέ ἀποτέλεσμα νά τραυματισθοῦν ἐπτά ἄτομα. [1151,444,1350,584]
article-headline: Ἐπιδότηση γιά τά υαπνά μας θά χορηγήσει ἡ ΕΟΚ γιά τίς ἐξαγωγές τοῦ 1981 [35,43,382,236]
brief-body: ΕΔΕΣΣΑ, 17.— Τρεῖς ἀνήλικες ἀδελφούλες, ἔπαθαν ἐλαφρά δηλητηρίαση ἐνῶ κοιμόντουσαν, ὅταν ἐκδηλώθηκε πυρκαγιά ἀπό διαρροή ὑγραερίου στό σπίτι τους στή Σκύδρα. Οἱ ζημιές ὑπολογίζονται σέ 150.000 δρχ. [406,122,582,223]
article-body: ΠΕΙΡΑΙΑΣ, 17.— Μιά κοπέλα στήν ἄνθιση τῆς ζωῆς της σκοτώθηκε ὅταν τό μηχανάκι στό ὁποῖο ἐπέβαινε συγκρούστηκε μέ φορτηγό. [1360,316,1560,367]
box-place: ΣΤΟΝ ΠΕΙΡΑΙΑ [44,322,121,334]
article-body: ΛΕΥΚΩΣΙΑ, 17. (Ἀθ. Πρακτ.).— Ὁ πρόεδρος τῆς Κυπριακῆς Δημοκρατίας κ. Κυπριανοῦ δήλωσε ὅτι ἡ κυβέρνηση δέν θά ἐπιτρέψει νά γίνουν θύματα στόν ἀγώνα γιά τήν ἐθνική ἀποκατάσταση. [996,1847,1139,1974]
article-body: ΑΓΚΥΡΑ, 17. (Ἀθην. Πρακτ.).— Ὁ γνωστός Τοῦρκος συνταγματολόγος Μουμτάζ Σοϋζάλ, σέ ἄρθρο του στή «Μιλλιέτ» γράφει ὅτι ἡ δεῖ κανείς τήν ἀποχώρηση τῆς Τουρκίας ἀπό τό ΝΑΤΟ ὡς σοβαρό ἐνδεχόμενο. Ὅπως σημειώνει, τά προβλήματα μέ τήν Ἑλλάδα στό Αἰγαῖο καί τό κυπριακό ἐξακολουθοῦν νά μένουν ἄλυτα. [594,1349,721,1578]
article-body: ΑΘΗΝΑ, 17.— Ἐνῶ πλησιάζει ὁ χρόνος ἐξαγγελίας τῶν μέτρων γιά τήν ἐνίσχυση τῶν καπνοκαλλιεργειῶν στίς ἐκσοδείες τοῦ 1980, ἐπικρατεῖ ἔντονος σκεπτικισμός στούς ἁρμόδιους παράγοντες καί τούς καπνικούς παραγωγούς. Γενικά ἡ ἐκσοδεία καπνῶν τοῦ ἔτους αὐτοῦ, προσανατολίζεται στήν ἐξαγωγή. [151,322,394,447]
box-title: ΠΟΛΥΤΕΚΝΟΣ ΟΔΟΚΑΘΑΡΙΣΤΗΣ ΠΑΡΕΔΩΣΕ 9.660 ΔΡΑΧΜΕΣ [24,340,147,400]
brief-body: ΠΕΙΡΑΙΑΣ, 17.— Ἀπό τό τριμελές πλημμελειοδικεῖο Πειραιῶς καταδικάστηκαν σέ φυλάκιση οἱ ὑπεύθυνοι ναυτιλιακῆς ἑταιρίας γιά καθυστέρηση κατάθεσης εἰσφορῶν. [406,672,582,762]
photo-caption: Ἀναστασία Τσιμπούκα, 21 ἐτῶν, σκοτώθηκε στόν Πειραιά [1370,640,1550,666]
section-subhead: Η ΠΑΡΕΜΒΑΣΗ [260,1708,348,1720]
brief-title: ΣΚΟΤΩΘΗΚΕ ΣΥΝΤΑΞΙΟΥΧΟΣ ΠΕΖΟΠΟΡΟΣ ΑΠΟ ΤΑΡΑΞΙΑ [430,1074,558,1133]
article-headline: ἄλλα δυό διδακτήρια δημοτικῶν [628,165,1104,273]
brief-body: ΡΟΔΟΣ, 17.— Ἔπεσε ἀπό τό μπαλκόνι τοῦ ξενοδοχείου πού διέμενε καί σκοτώθηκε ὁ Σουηδός τουρίστας Κάρλσον, 24 χρονῶν. [1151,1905,1298,1982]
brief-title: ΣΤΟ ΚΑΚΟΥΡΓΙΟΔΙΚΕΙΟ Ο ΠΡΩΗΝ ΠΡΟΕΔΡΟΣ ΤΗΣ ΕΥΚΑΡΠΙΑΣ ΓΙΑ ΨΕΥΔΗ ΒΕΒΑΙΩΣΗ [412,252,576,311]
article-kicker: Ἐνῶ συνεχίζονται οἱ συνομιλίες [1206,1084,1504,1106]
brief-body: ΑΘΗΝΑ, 17.— Δύο χιλιάδες πεντακόσια στρέμματα θαμνώδους ἔκτασης κατέστρεψε πυρκαγιά πού ἐκδηλώθηκε χθές στόν Πόρο. [406,867,582,931]
article-body: ΣΤΟΚΧΟΛΜΗ, 17. (Ρώυτερ).— Ἡ σοσιαλδημοκρατική ἀντιπολίτευση τοῦ κ. Ὄλοφ Πάλμε προηγεῖται μέ μιά ἕδρα σύμφωνα μέ τίς ἐκτιμήσεις τῶν ἠλεκτρονικῶν ὑπολογιστῶν. Τά ἐπίσημα ἀποτελέσματα θά ἀνακοινωθοῦν αὔριο, ἀφοῦ καταμετρηθοῦν καί οἱ ψῆφοι τῶν ἐπιστολικῶν ψηφοφοριῶν. [795,2008,986,2136]
brief-title: ΚΑΤΑΔΙΚΑΣΤΗΚΑΝ ΓΙΑ ΚΑΘΥΣΤΕΡΗΣΗ ΚΑΤΑΘΕΣΗΣ ΕΙΣΦΟΡΩΝ ΣΤΟ ΝΑΥΤΙΚΟ ΤΑΜΕΙΟ [411,580,577,639]
article-kicker: Μέ ἄρθρο του στή «Μιλλιέτ» [645,953,1088,985]
article-body: ΠΑΡΙΣΙ, 17. (Ρώυτερ).— Οἱ ὑπουργοί Οἰκονομικῶν τῶν πέντε κυριότερων βιομηχανικῶν χωρῶν θά συναντηθοῦν στίς Ἡνωμένες Πολιτεῖες γιά νά συζητήσουν τήν κατάσταση. [214,1202,394,1279]
article-body: ΛΕΥΚΩΣΙΑ, 17. (Ἀθ. Πρακτ.).— Ὁ πρόεδρος τῆς Κυπριακῆς Δημοκρατίας κ. Κυπριανοῦ δήλωσε ὅτι ἡ κυβέρνηση δέν θά ἐπιτρέψει νά γίνουν θύματα στόν ἀγώνα γιά τήν ἐθνική ἀποκατάσταση. [996,1978,1139,2105]
article-body: Στά τροχαῖα τῆς Κυριακῆς καί τῆς Δευτέρας, σκοτώθηκαν πέντε ἄτομα καί 21 τραυματίσθηκαν. Τά θανατηφόρα σημειώθηκαν στήν περιοχή τῆς Καβάλας, στήν Πρέβεζα, τόν Πειραιά καί τήν Πάτρα. Στή Θεσσαλονίκη, στήν ὁδό Μοναστηρίου, τό ΙΧ ἐπιβατικό αὐτοκίνητο ἐπέπεσε σέ ἄλλο αὐτοκίνητο, μέ ἀποτέλεσμα νά τραυματισθοῦν ἐπτά ἄτομα. [1151,300,1350,440]
article-body: ΑΓΚΥΡΑ, 17. (Ἀθην. Πρακτ.).— Ὁ γνωστός Τοῦρκος συνταγματολόγος Μουμτάζ Σοϋζάλ, σέ ἄρθρο του στή «Μιλλιέτ» γράφει ὅτι ἡ δεῖ κανείς τήν ἀποχώρηση τῆς Τουρκίας ἀπό τό ΝΑΤΟ ὡς σοβαρό ἐνδεχόμενο. Ὅπως σημειώνει, τά προβλήματα μέ τήν Ἑλλάδα στό Αἰγαῖο καί τό κυπριακό ἐξακολουθοῦν νά μένουν ἄλυτα. [1005,1349,1129,1578]
photo-caption: Ἀπό τήν τελετή τῶν ἐγκαινίων τοῦ διδακτηρίου τοῦ 1ου δημοτικοῦ σχολείου τῆς Νέας Μενεμένης [596,680,1137,693]
brief-body: ΑΘΗΝΑ, 17.— Στά Ἄνω Λιόσια ὁ συνταξιοῦχος Ζαφείρης, 62 χρονῶν, σκοτώθηκε ὅταν τόν παρέσυρε αὐτοκίνητο ταξί. [406,1139,582,1190]
article-headline: Ἀμερικανική ἐφημερίδα δημοσιεύει πληροφορίες γιά τήν ὑδρογονοβόμβα [32,1440,385,1533]
brief-body: ΑΘΗΝΑ, 17.— Ὅπως ἀνακοινώθηκε, συγκλήθηκε ἡ ὀργανωτική ἐπιτροπή γιά τήν προετοιμασία τοῦ Δ' πανελλαδικοῦ συνεδρίου τῆς ΕΣΔΗΝ. [406,985,582,1061]
brief-subtitle: ΕΚΠΥΡΣΚΡΟΤΗΣΕ ΕΝΩ ΤΗΝ ΕΒΓΑΖΕ ΑΠΟ ΤΟ ΑΥΤΟΚΙΝΗΤΟ [1152,1400,1296,1434]
brief-title: ΚΑΤΑΣΤΡΑΦΗΚΑΝ 2.500 ΣΤΡΕΜΜΑΤΑ ΘΑΜΝΩΔΟΥΣ ΕΚΤΑΣΕΩΣ [408,790,580,834]
